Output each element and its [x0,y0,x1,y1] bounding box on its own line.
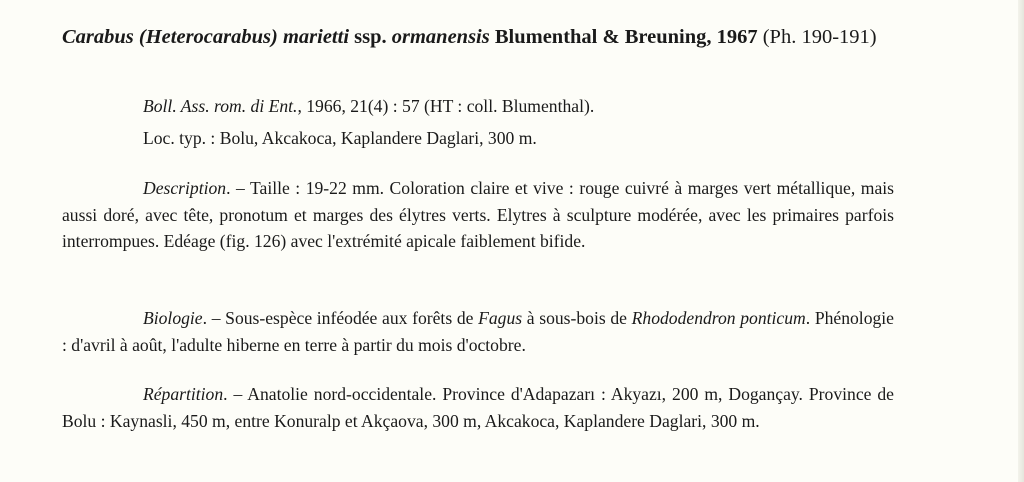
biology-text-3: . Phénologie : d'avril à août, l'adulte hiberne en terre à partir du mois d'octobre. [62,308,894,355]
taxon-authors: Blumenthal & Breuning, 1967 [489,26,758,48]
page-edge [1018,0,1024,482]
type-locality: Loc. typ. : Bolu, Akcakoca, Kaplandere Daglari, 300 m. [143,128,537,148]
biology-label: Biologie [143,308,203,328]
ssp-abbrev: ssp. [349,26,392,48]
journal-name: Boll. Ass. rom. di Ent. [143,96,298,116]
rhododendron-species: Rhododendron ponticum [631,308,806,328]
biology-paragraph [62,305,894,358]
citation-detail: , 1966, 21(4) : 57 (HT : coll. Blumenthal). [297,96,595,116]
genus-name: Carabus (Heterocarabus) marietti [62,26,350,48]
plate-reference: (Ph. 190-191) [757,26,877,48]
description-text: . – Taille : 19-22 mm. Coloration claire et vive : rouge cuivré à marges vert métallique, mais aussi doré, avec tête, pronotum et marges des élytres verts. Elytres à sculpture modérée, avec les primaires parfois interrompues. Edéage (fig. 126) avec l'extrémité apicale faiblement bifide. [62,178,894,251]
subspecies-name: ormanensis [391,26,490,48]
description-label: Description [143,178,227,198]
distribution-text: . – Anatolie nord-occidentale. Province d'Adapazarı : Akyazı, 200 m, Dogançay. Province de Bolu : Kaynasli, 450 m, entre Konuralp et Akçaova, 300 m, Akcakoca, Kaplandere Daglari, 300 m. [62,384,894,431]
biology-text-2: à sous-bois de [522,308,632,328]
description-paragraph [62,175,894,255]
original-reference [62,93,894,120]
fagus-genus: Fagus [478,308,523,328]
biology-text-1: . – Sous-espèce inféodée aux forêts de [202,308,479,328]
distribution-label: Répartition [143,384,224,404]
taxon-heading [62,25,932,49]
distribution-paragraph [62,381,894,434]
